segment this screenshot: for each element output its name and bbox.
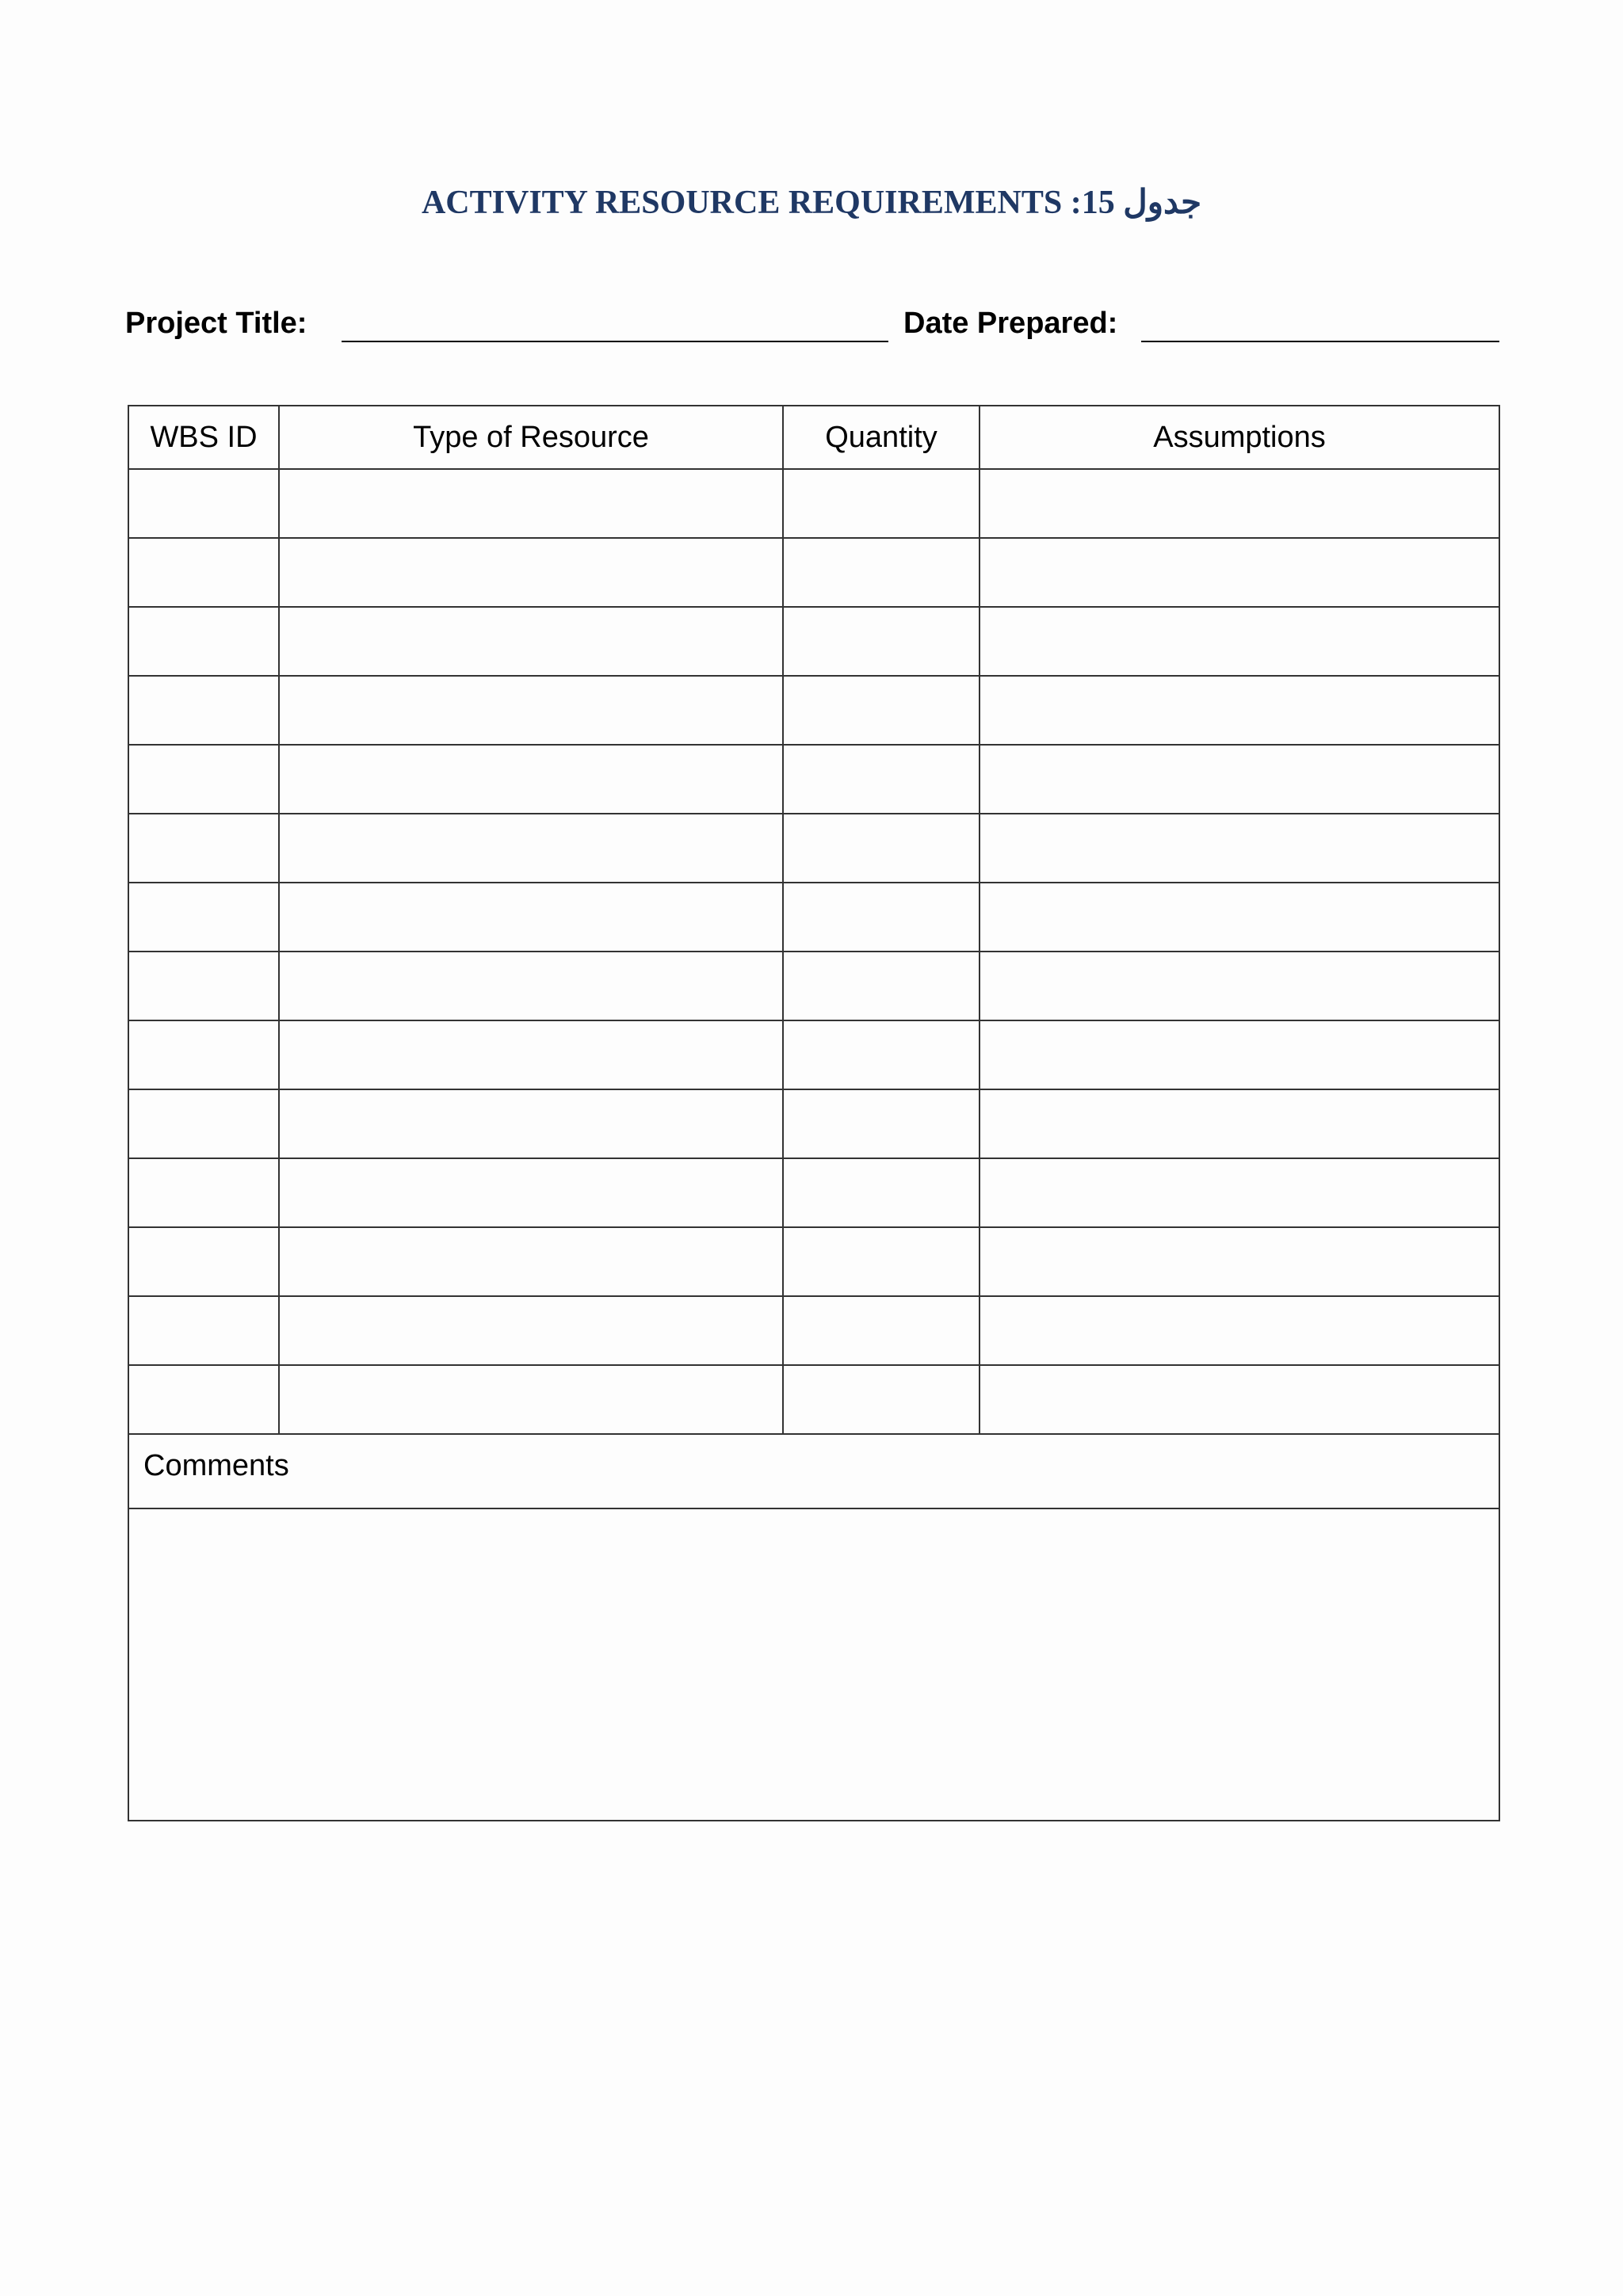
- quantity-cell[interactable]: [783, 814, 980, 883]
- wbs-id-cell[interactable]: [128, 676, 279, 745]
- quantity-cell[interactable]: [783, 538, 980, 607]
- table-row: [128, 1089, 1499, 1158]
- table-header-row: [128, 406, 1499, 469]
- assumptions-cell[interactable]: [980, 883, 1499, 952]
- column-header-type-of-resource: Type of Resource: [279, 406, 783, 469]
- assumptions-cell[interactable]: [980, 1158, 1499, 1227]
- table-row: [128, 538, 1499, 607]
- wbs-id-cell[interactable]: [128, 883, 279, 952]
- assumptions-cell[interactable]: [980, 745, 1499, 814]
- date-prepared-label: Date Prepared:: [903, 307, 1118, 340]
- comments-label: Comments: [128, 1434, 1499, 1508]
- type-of-resource-cell[interactable]: [279, 883, 783, 952]
- quantity-cell[interactable]: [783, 676, 980, 745]
- quantity-cell[interactable]: [783, 1296, 980, 1365]
- column-header-assumptions: Assumptions: [980, 406, 1499, 469]
- project-title-label: Project Title:: [125, 307, 307, 340]
- assumptions-cell[interactable]: [980, 814, 1499, 883]
- type-of-resource-cell[interactable]: [279, 952, 783, 1020]
- type-of-resource-cell[interactable]: [279, 1158, 783, 1227]
- quantity-cell[interactable]: [783, 607, 980, 676]
- column-header-wbs-id: WBS ID: [128, 406, 279, 469]
- quantity-cell[interactable]: [783, 883, 980, 952]
- type-of-resource-cell[interactable]: [279, 1089, 783, 1158]
- assumptions-cell[interactable]: [980, 1089, 1499, 1158]
- wbs-id-cell[interactable]: [128, 952, 279, 1020]
- table-row: [128, 607, 1499, 676]
- table-row: [128, 469, 1499, 538]
- wbs-id-cell[interactable]: [128, 607, 279, 676]
- type-of-resource-cell[interactable]: [279, 1020, 783, 1089]
- comments-label-row: [128, 1434, 1499, 1508]
- quantity-cell[interactable]: [783, 1089, 980, 1158]
- date-prepared-field[interactable]: [1141, 341, 1499, 342]
- type-of-resource-cell[interactable]: [279, 538, 783, 607]
- type-of-resource-cell[interactable]: [279, 1296, 783, 1365]
- page-title: ACTIVITY RESOURCE REQUIREMENTS :15 جدول: [421, 185, 1202, 221]
- table-row: [128, 1020, 1499, 1089]
- table-row: [128, 745, 1499, 814]
- type-of-resource-cell[interactable]: [279, 676, 783, 745]
- project-title-field[interactable]: [342, 341, 888, 342]
- comments-body-row: [128, 1508, 1499, 1821]
- table-row: [128, 814, 1499, 883]
- assumptions-cell[interactable]: [980, 1296, 1499, 1365]
- assumptions-cell[interactable]: [980, 676, 1499, 745]
- type-of-resource-cell[interactable]: [279, 607, 783, 676]
- quantity-cell[interactable]: [783, 1227, 980, 1296]
- wbs-id-cell[interactable]: [128, 1365, 279, 1434]
- quantity-cell[interactable]: [783, 1020, 980, 1089]
- type-of-resource-cell[interactable]: [279, 469, 783, 538]
- wbs-id-cell[interactable]: [128, 538, 279, 607]
- wbs-id-cell[interactable]: [128, 469, 279, 538]
- assumptions-cell[interactable]: [980, 607, 1499, 676]
- wbs-id-cell[interactable]: [128, 1020, 279, 1089]
- assumptions-cell[interactable]: [980, 952, 1499, 1020]
- table-row: [128, 1296, 1499, 1365]
- table-row: [128, 952, 1499, 1020]
- comments-field[interactable]: [128, 1508, 1499, 1821]
- assumptions-cell[interactable]: [980, 1365, 1499, 1434]
- assumptions-cell[interactable]: [980, 1020, 1499, 1089]
- quantity-cell[interactable]: [783, 469, 980, 538]
- table-row: [128, 883, 1499, 952]
- type-of-resource-cell[interactable]: [279, 814, 783, 883]
- wbs-id-cell[interactable]: [128, 1089, 279, 1158]
- type-of-resource-cell[interactable]: [279, 745, 783, 814]
- resource-requirements-table: [128, 405, 1500, 1821]
- table-row: [128, 1365, 1499, 1434]
- assumptions-cell[interactable]: [980, 1227, 1499, 1296]
- wbs-id-cell[interactable]: [128, 814, 279, 883]
- wbs-id-cell[interactable]: [128, 1158, 279, 1227]
- quantity-cell[interactable]: [783, 952, 980, 1020]
- table-row: [128, 1227, 1499, 1296]
- wbs-id-cell[interactable]: [128, 1227, 279, 1296]
- type-of-resource-cell[interactable]: [279, 1365, 783, 1434]
- quantity-cell[interactable]: [783, 1365, 980, 1434]
- wbs-id-cell[interactable]: [128, 1296, 279, 1365]
- column-header-quantity: Quantity: [783, 406, 980, 469]
- table-row: [128, 676, 1499, 745]
- assumptions-cell[interactable]: [980, 538, 1499, 607]
- quantity-cell[interactable]: [783, 1158, 980, 1227]
- wbs-id-cell[interactable]: [128, 745, 279, 814]
- table-row: [128, 1158, 1499, 1227]
- type-of-resource-cell[interactable]: [279, 1227, 783, 1296]
- table-body: [128, 469, 1499, 1434]
- assumptions-cell[interactable]: [980, 469, 1499, 538]
- quantity-cell[interactable]: [783, 745, 980, 814]
